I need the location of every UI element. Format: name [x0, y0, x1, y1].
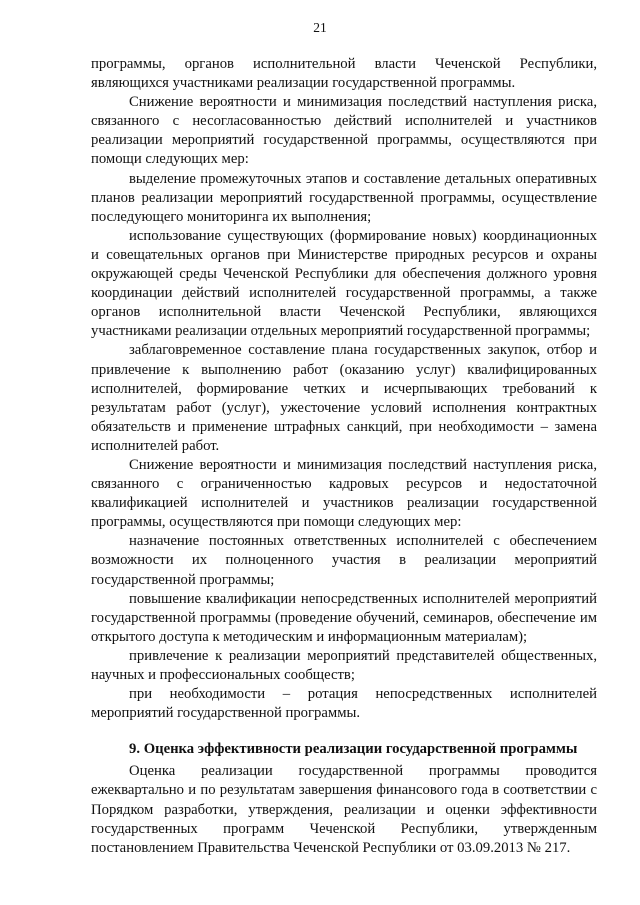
paragraph-continuation: программы, органов исполнительной власти Чеченской Республики, являющихся участниками реализации государственной программы.: [91, 56, 597, 92]
page-number: 21: [313, 20, 327, 35]
section-heading: 9. Оценка эффективности реализации государственной программы: [129, 741, 578, 758]
measure-rotation: при необходимости – ротация непосредственных исполнителей мероприятий государственной программы.: [91, 686, 597, 722]
paragraph-risk-coordination: Снижение вероятности и минимизация последствий наступления риска, связанного с несогласованностью действий исполнителей и участников реализации мероприятий государственной программы, осуществляются при помощи следующих мер:: [91, 94, 597, 168]
paragraph-risk-personnel: Снижение вероятности и минимизация последствий наступления риска, связанного с ограниченностью кадровых ресурсов и недостаточной квалификацией исполнителей и участников реализации государственной программы, осуществляются при помощи следующих мер:: [91, 456, 597, 531]
measure-qualification: повышение квалификации непосредственных исполнителей мероприятий государственной программы (проведение обучений, семинаров, обеспечение им открытого доступа к методическим и информационным материалам);: [91, 590, 597, 645]
section-paragraph: Оценка реализации государственной программы проводится ежеквартально и по результатам завершения финансового года в соответствии с Порядком разработки, утверждения, реализации и оценки эффективности государственных программ Чеченской Республики, утвержденным постановлением Правительства Чеченской Республики от 03.09.2013 № 217.: [91, 763, 597, 856]
measure-coordination-bodies: использование существующих (формирование новых) координационных и совещательных органов при Министерстве природных ресурсов и охраны окружающей среды Чеченской Республики для обеспечения должного уровня координации действий исполнителей государственной программы, а также органов исполнительной власти Чеченской Республики, являющихся участниками реализации отдельных мероприятий государственной программы;: [91, 227, 597, 340]
measure-responsible-executors: назначение постоянных ответственных исполнителей с обеспечением возможности их полноценного участия в реализации мероприятий государственной программы;: [91, 533, 597, 588]
document-body: [91, 55, 597, 858]
measure-procurement-plan: заблаговременное составление плана государственных закупок, отбор и привлечение к выполнению работ (оказанию услуг) квалифицированных исполнителей, формирование четких и исчерпывающих требований к результатам работ (услуг), ужесточение условий исполнения контрактных обязательств и применение штрафных санкций, при необходимости – замена исполнителей работ.: [91, 342, 597, 454]
measure-interim-stages: выделение промежуточных этапов и составление детальных оперативных планов реализации мероприятий государственной программы, осуществление последующего мониторинга их выполнения;: [91, 170, 597, 225]
measure-public-involvement: привлечение к реализации мероприятий представителей общественных, научных и профессиональных сообществ;: [91, 647, 597, 683]
